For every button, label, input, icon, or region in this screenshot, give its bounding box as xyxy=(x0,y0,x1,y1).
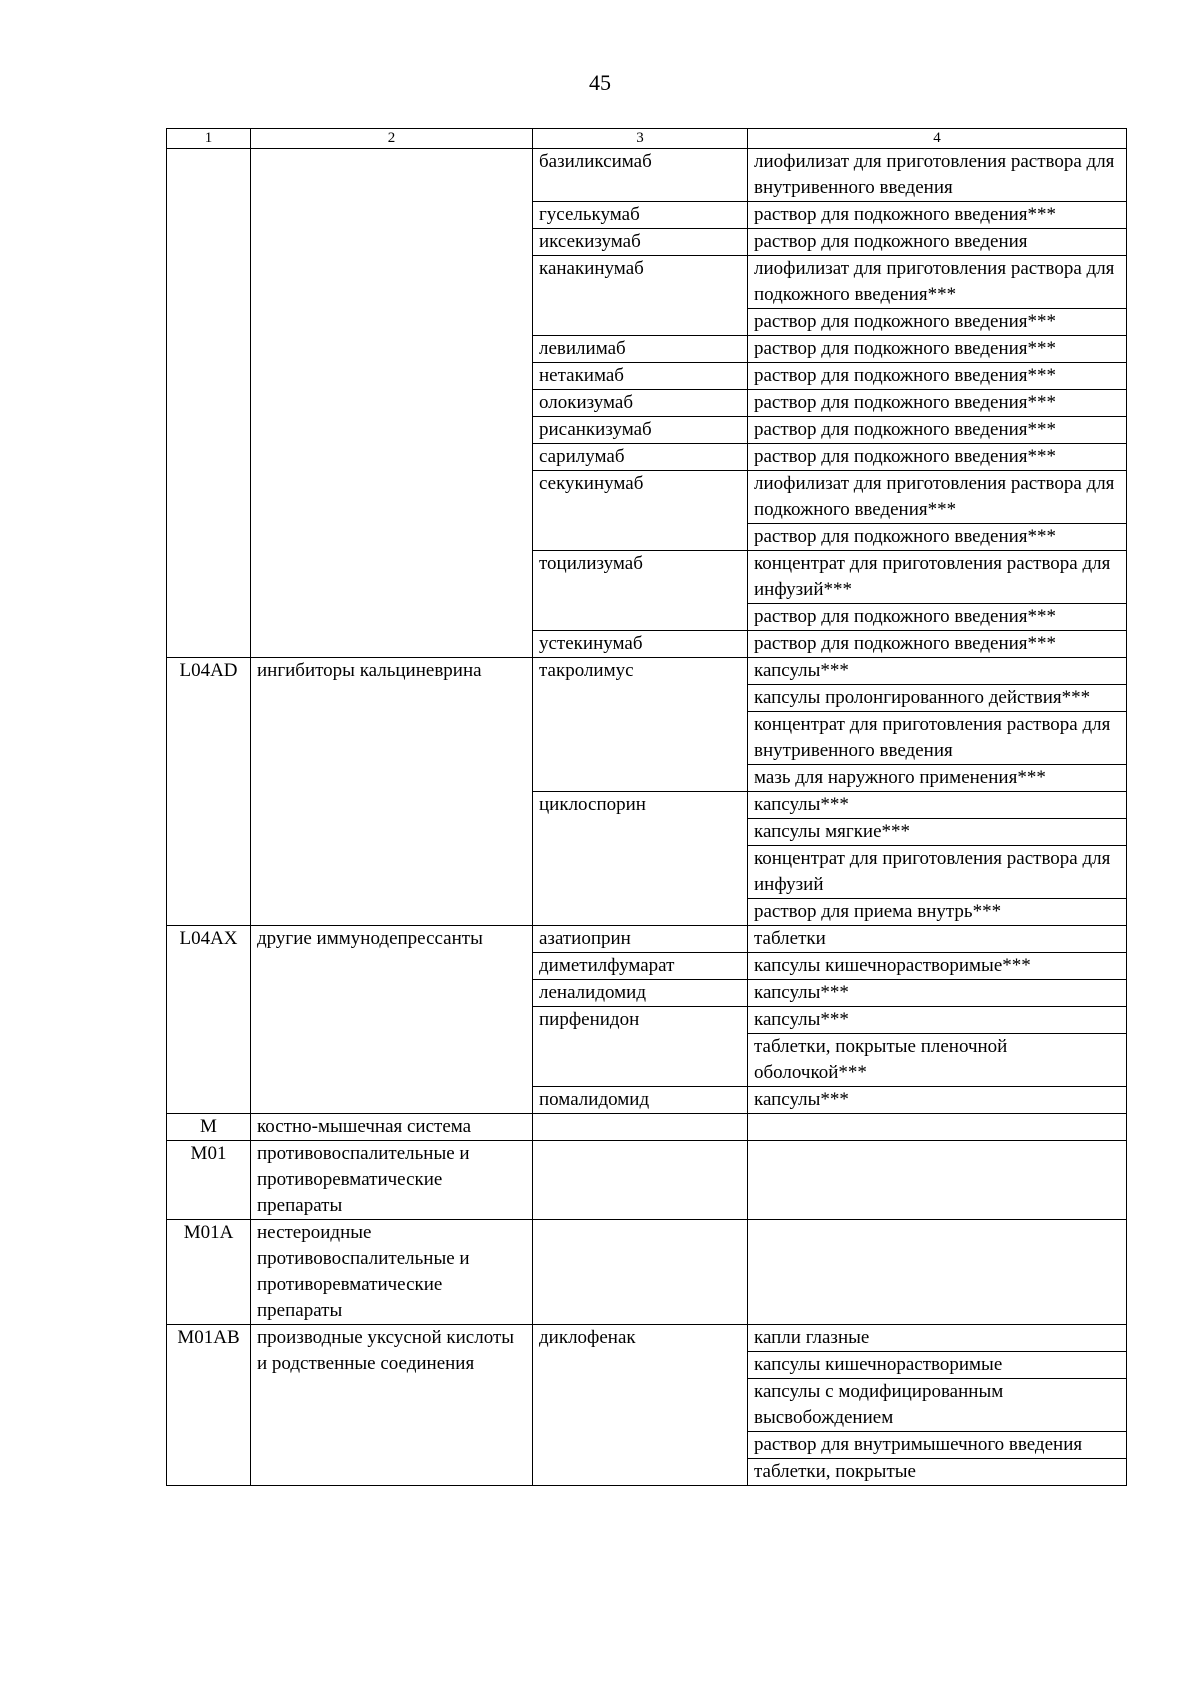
dosage-form-cell: мазь для наружного применения*** xyxy=(748,765,1127,792)
atc-code-cell: M01A xyxy=(167,1220,251,1325)
dosage-form-cell xyxy=(748,1114,1127,1141)
dosage-form-cell: капсулы*** xyxy=(748,1007,1127,1034)
dosage-form-cell: раствор для подкожного введения*** xyxy=(748,604,1127,631)
dosage-form-cell: капсулы с модифицированным высвобождением xyxy=(748,1379,1127,1432)
drug-name-cell xyxy=(533,1220,748,1325)
group-name-cell: ингибиторы кальциневрина xyxy=(251,658,533,926)
drug-name-cell: канакинумаб xyxy=(533,256,748,336)
dosage-form-cell: капсулы мягкие*** xyxy=(748,819,1127,846)
dosage-form-cell: капсулы пролонгированного действия*** xyxy=(748,685,1127,712)
dosage-form-cell: капсулы кишечнорастворимые xyxy=(748,1352,1127,1379)
table-row xyxy=(167,1114,1127,1141)
column-number: 2 xyxy=(251,129,533,149)
dosage-form-cell: раствор для подкожного введения*** xyxy=(748,390,1127,417)
dosage-form-cell: капли глазные xyxy=(748,1325,1127,1352)
drug-name-cell: секукинумаб xyxy=(533,471,748,551)
dosage-form-cell: капсулы кишечнорастворимые*** xyxy=(748,953,1127,980)
dosage-form-cell: лиофилизат для приготовления раствора для внутривенного введения xyxy=(748,149,1127,202)
drug-name-cell: гуселькумаб xyxy=(533,202,748,229)
drug-name-cell: рисанкизумаб xyxy=(533,417,748,444)
table-row xyxy=(167,149,1127,202)
medication-table xyxy=(166,128,1127,1486)
atc-code-cell: L04AX xyxy=(167,926,251,1114)
dosage-form-cell: таблетки xyxy=(748,926,1127,953)
dosage-form-cell: раствор для подкожного введения*** xyxy=(748,309,1127,336)
drug-name-cell: базиликсимаб xyxy=(533,149,748,202)
group-name-cell: противовоспалительные и противоревматические препараты xyxy=(251,1141,533,1220)
dosage-form-cell: таблетки, покрытые пленочной оболочкой*** xyxy=(748,1034,1127,1087)
dosage-form-cell: раствор для подкожного введения*** xyxy=(748,444,1127,471)
drug-name-cell: тоцилизумаб xyxy=(533,551,748,631)
drug-name-cell: левилимаб xyxy=(533,336,748,363)
dosage-form-cell: раствор для подкожного введения xyxy=(748,229,1127,256)
drug-name-cell: иксекизумаб xyxy=(533,229,748,256)
table-row xyxy=(167,1141,1127,1220)
table-row xyxy=(167,1220,1127,1325)
drug-name-cell: пирфенидон xyxy=(533,1007,748,1087)
drug-name-cell: нетакимаб xyxy=(533,363,748,390)
dosage-form-cell: капсулы*** xyxy=(748,658,1127,685)
drug-name-cell: помалидомид xyxy=(533,1087,748,1114)
dosage-form-cell: концентрат для приготовления раствора для инфузий xyxy=(748,846,1127,899)
atc-code-cell: M01AB xyxy=(167,1325,251,1486)
atc-code-cell: M xyxy=(167,1114,251,1141)
dosage-form-cell: капсулы*** xyxy=(748,1087,1127,1114)
drug-name-cell: олокизумаб xyxy=(533,390,748,417)
drug-name-cell: устекинумаб xyxy=(533,631,748,658)
atc-code-cell: M01 xyxy=(167,1141,251,1220)
drug-name-cell xyxy=(533,1114,748,1141)
group-name-cell xyxy=(251,149,533,658)
drug-name-cell: такролимус xyxy=(533,658,748,792)
drug-name-cell: сарилумаб xyxy=(533,444,748,471)
dosage-form-cell: капсулы*** xyxy=(748,792,1127,819)
dosage-form-cell: концентрат для приготовления раствора для инфузий*** xyxy=(748,551,1127,604)
dosage-form-cell: таблетки, покрытые xyxy=(748,1459,1127,1486)
dosage-form-cell: лиофилизат для приготовления раствора для подкожного введения*** xyxy=(748,256,1127,309)
column-number-row xyxy=(167,129,1127,149)
drug-name-cell: диклофенак xyxy=(533,1325,748,1486)
dosage-form-cell: раствор для приема внутрь*** xyxy=(748,899,1127,926)
drug-name-cell: леналидомид xyxy=(533,980,748,1007)
column-number: 3 xyxy=(533,129,748,149)
dosage-form-cell: раствор для подкожного введения*** xyxy=(748,524,1127,551)
column-number: 4 xyxy=(748,129,1127,149)
group-name-cell: другие иммунодепрессанты xyxy=(251,926,533,1114)
dosage-form-cell: раствор для подкожного введения*** xyxy=(748,417,1127,444)
group-name-cell: производные уксусной кислоты и родственные соединения xyxy=(251,1325,533,1486)
drug-name-cell: диметилфумарат xyxy=(533,953,748,980)
table-row xyxy=(167,926,1127,953)
column-number: 1 xyxy=(167,129,251,149)
drug-name-cell: циклоспорин xyxy=(533,792,748,926)
dosage-form-cell: раствор для подкожного введения*** xyxy=(748,336,1127,363)
dosage-form-cell: концентрат для приготовления раствора для внутривенного введения xyxy=(748,712,1127,765)
drug-name-cell: азатиоприн xyxy=(533,926,748,953)
atc-code-cell xyxy=(167,149,251,658)
dosage-form-cell: раствор для подкожного введения*** xyxy=(748,202,1127,229)
table-row xyxy=(167,1325,1127,1352)
dosage-form-cell: лиофилизат для приготовления раствора для подкожного введения*** xyxy=(748,471,1127,524)
atc-code-cell: L04AD xyxy=(167,658,251,926)
dosage-form-cell: раствор для подкожного введения*** xyxy=(748,631,1127,658)
group-name-cell: нестероидные противовоспалительные и противоревматические препараты xyxy=(251,1220,533,1325)
drug-name-cell xyxy=(533,1141,748,1220)
group-name-cell: костно-мышечная система xyxy=(251,1114,533,1141)
dosage-form-cell xyxy=(748,1141,1127,1220)
page-number: 45 xyxy=(589,70,611,95)
dosage-form-cell: капсулы*** xyxy=(748,980,1127,1007)
dosage-form-cell xyxy=(748,1220,1127,1325)
table-row xyxy=(167,658,1127,685)
dosage-form-cell: раствор для подкожного введения*** xyxy=(748,363,1127,390)
dosage-form-cell: раствор для внутримышечного введения xyxy=(748,1432,1127,1459)
